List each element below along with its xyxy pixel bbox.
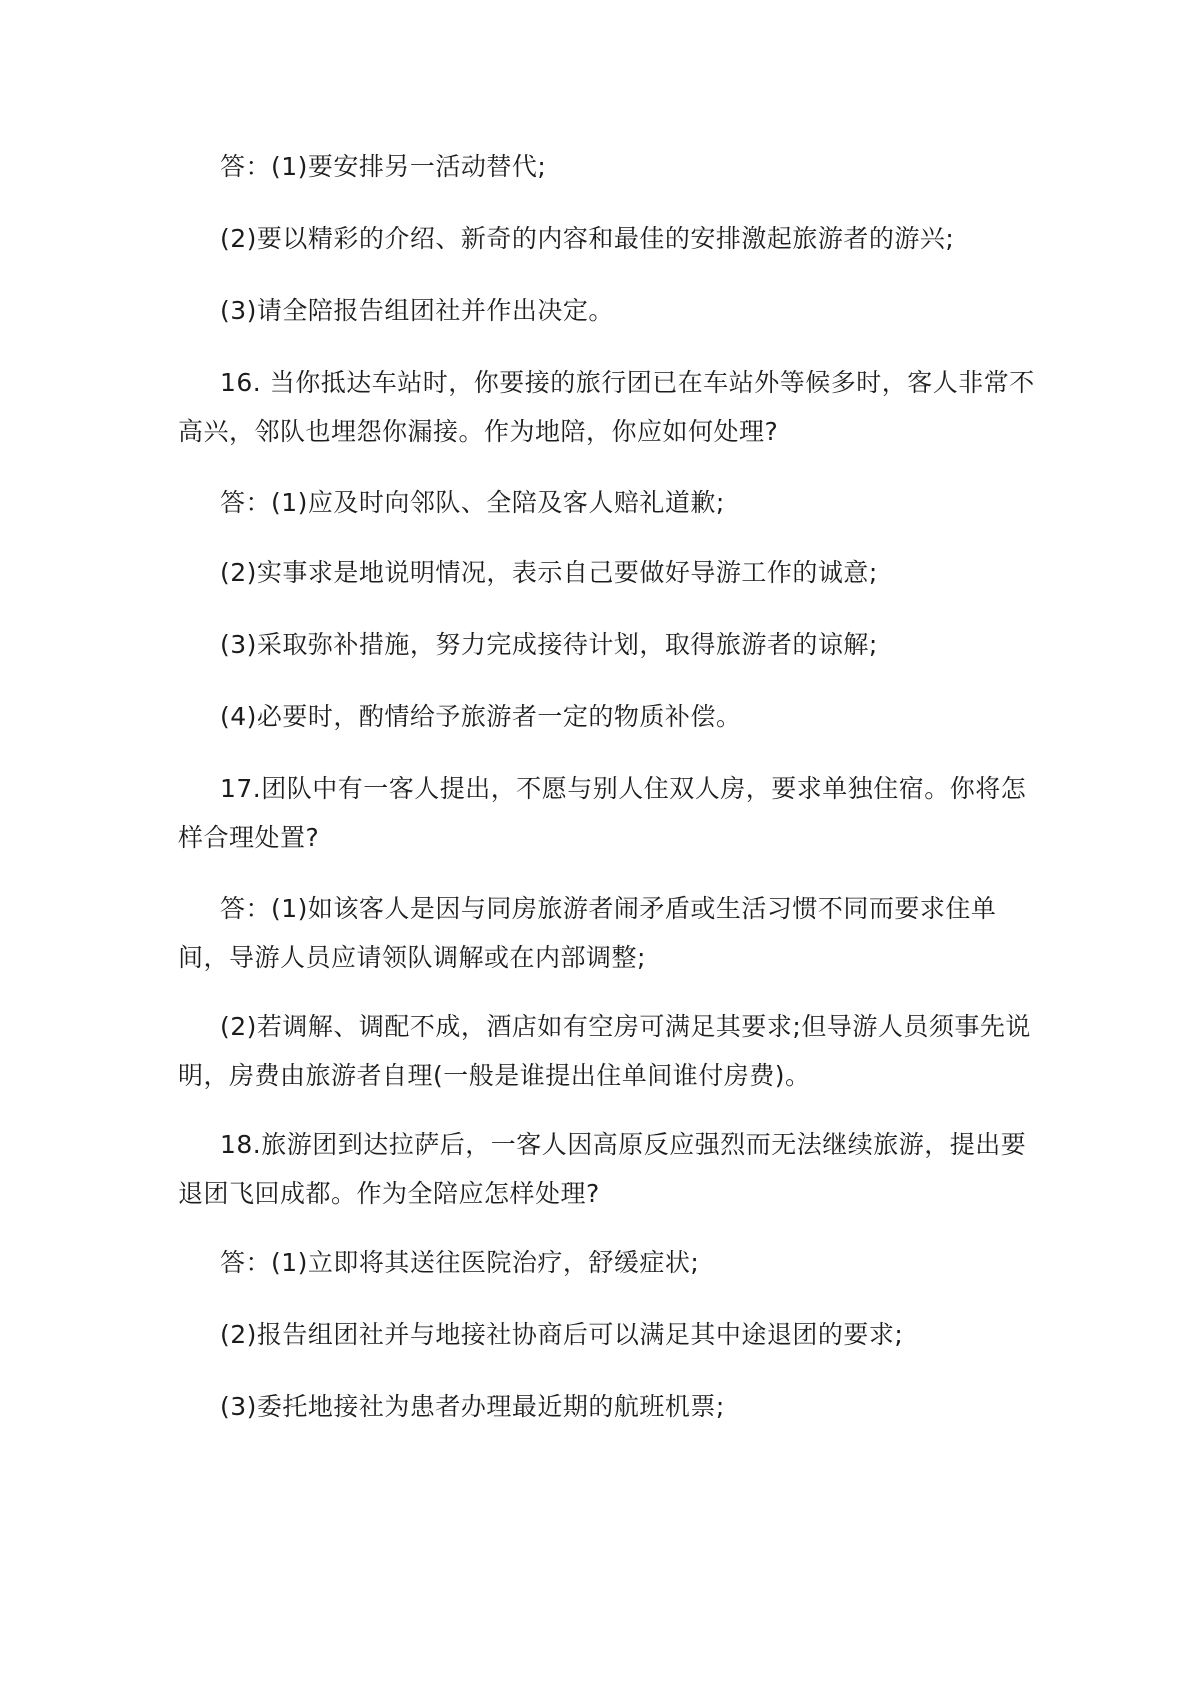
answer-16-item-3: (3)采取弥补措施，努力完成接待计划，取得旅游者的谅解; xyxy=(220,630,878,659)
answer-16-item-1: 答：(1)应及时向邻队、全陪及客人赔礼道歉; xyxy=(220,488,725,517)
answer-15-item-3: (3)请全陪报告组团社并作出决定。 xyxy=(220,296,614,325)
answer-15-item-1: 答：(1)要安排另一活动替代; xyxy=(220,152,547,181)
question-16: 16. 当你抵达车站时，你要接的旅行团已在车站外等候多时，客人非常不高兴，邻队也埋怨你漏接。作为地陪，你应如何处理? xyxy=(178,368,1035,446)
question-18: 18.旅游团到达拉萨后，一客人因高原反应强烈而无法继续旅游，提出要退团飞回成都。作为全陪应怎样处理? xyxy=(178,1130,1027,1208)
answer-16-item-4: (4)必要时，酌情给予旅游者一定的物质补偿。 xyxy=(220,702,742,731)
answer-18-item-1: 答：(1)立即将其送往医院治疗，舒缓症状; xyxy=(220,1248,700,1277)
answer-15-item-2: (2)要以精彩的介绍、新奇的内容和最佳的安排激起旅游者的游兴; xyxy=(220,224,955,253)
question-17: 17.团队中有一客人提出，不愿与别人住双人房，要求单独住宿。你将怎样合理处置? xyxy=(178,774,1027,852)
answer-17-item-1: 答：(1)如该客人是因与同房旅游者闹矛盾或生活习惯不同而要求住单间，导游人员应请领队调解或在内部调整; xyxy=(178,894,997,972)
answer-16-item-2: (2)实事求是地说明情况，表示自己要做好导游工作的诚意; xyxy=(220,558,878,587)
answer-17-item-2: (2)若调解、调配不成，酒店如有空房可满足其要求;但导游人员须事先说明，房费由旅游者自理(一般是谁提出住单间谁付房费)。 xyxy=(178,1012,1031,1090)
answer-18-item-3: (3)委托地接社为患者办理最近期的航班机票; xyxy=(220,1392,725,1421)
answer-18-item-2: (2)报告组团社并与地接社协商后可以满足其中途退团的要求; xyxy=(220,1320,904,1349)
